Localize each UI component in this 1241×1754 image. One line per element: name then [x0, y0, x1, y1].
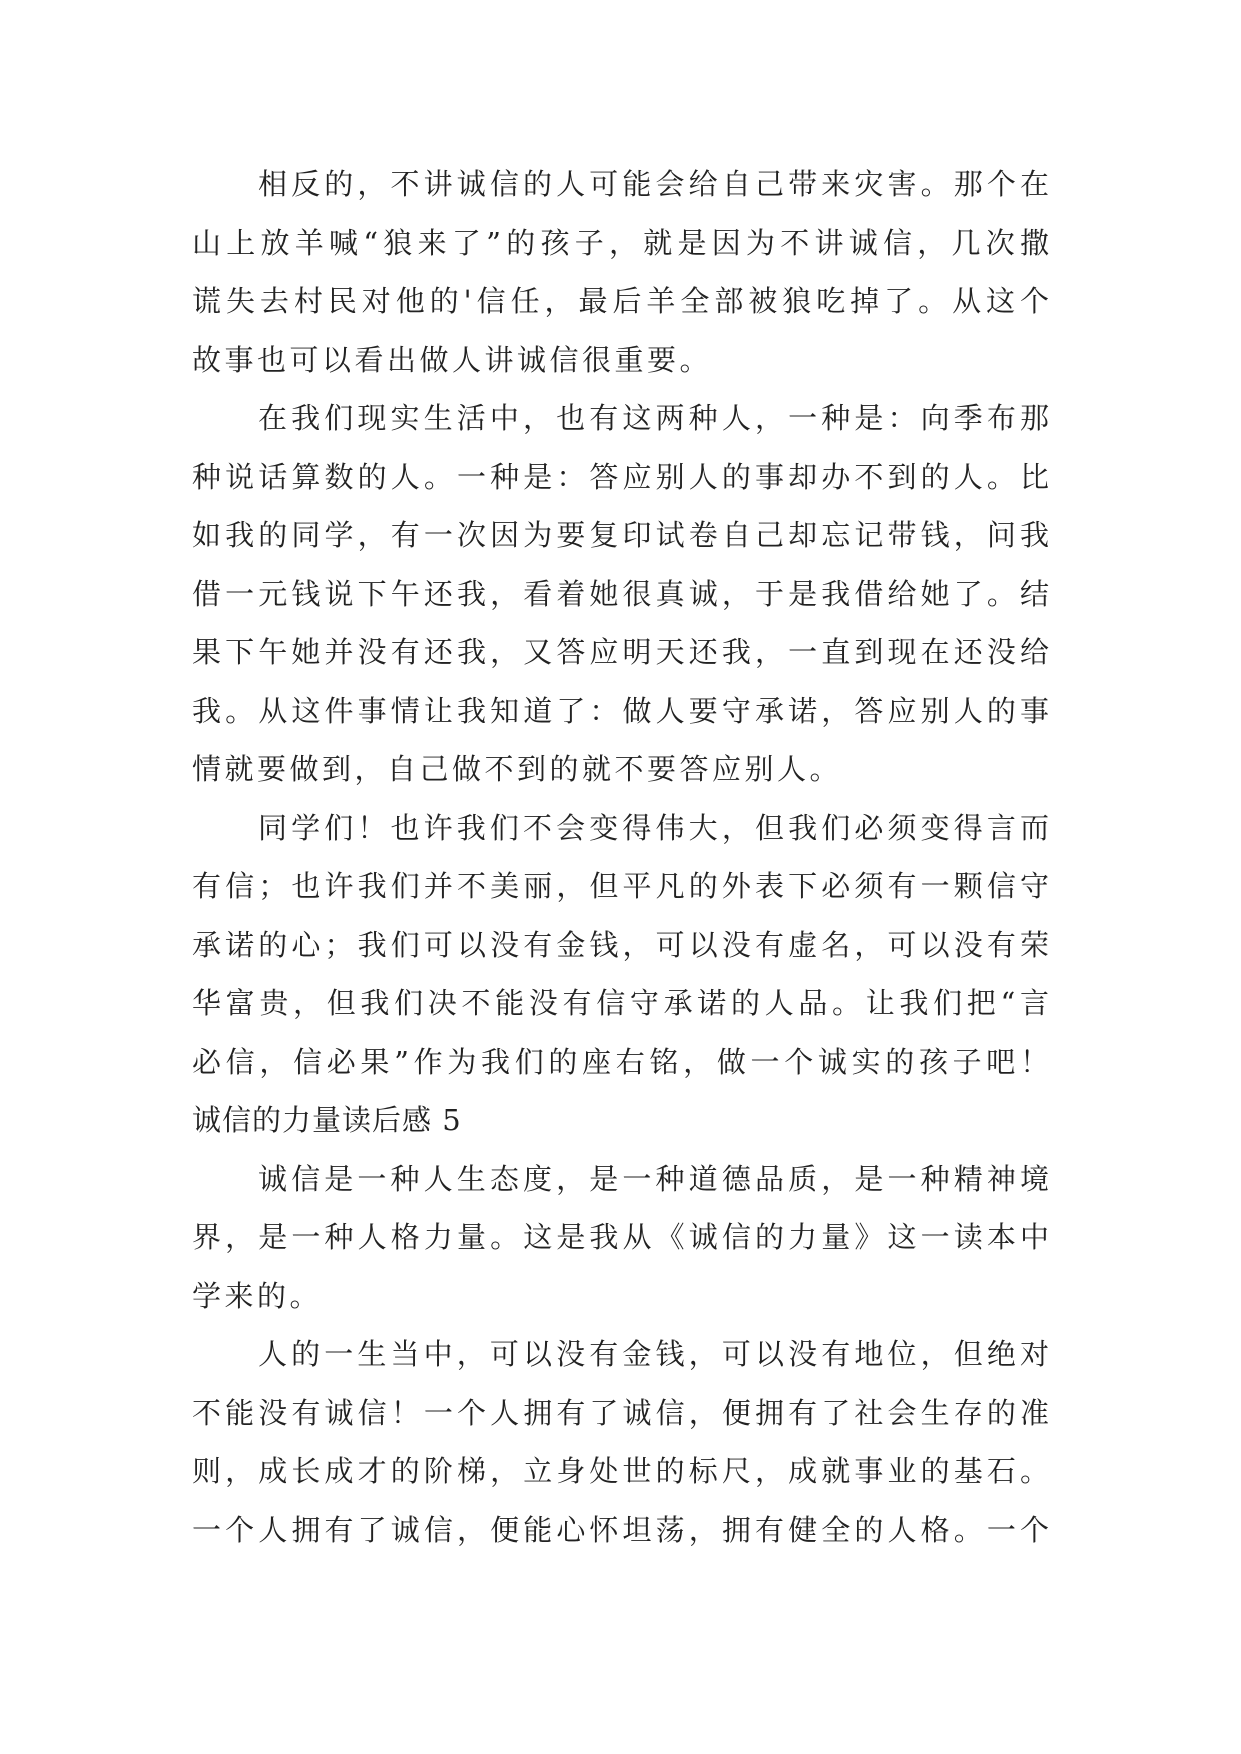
- text-line: 相反的，不讲诚信的人可能会给自己带来灾害。那个在: [258, 167, 1051, 201]
- text-line: 一个人拥有了诚信，便能心怀坦荡，拥有健全的人格。一个: [192, 1512, 1051, 1547]
- text-line: 人的一生当中，可以没有金钱，可以没有地位，但绝对: [258, 1337, 1051, 1371]
- text-line: 学来的。: [192, 1278, 323, 1313]
- paragraph: [192, 1325, 1051, 1559]
- text-line: 在我们现实生活中，也有这两种人，一种是：向季布那: [258, 401, 1051, 435]
- text-line: 山上放羊喊“狼来了”的孩子，就是因为不讲诚信，几次撒: [192, 225, 1051, 260]
- paragraph: [192, 1150, 1051, 1326]
- text-line: 界，是一种人格力量。这是我从《诚信的力量》这一读本中: [192, 1220, 1051, 1254]
- text-line: 则，成长成才的阶梯，立身处世的标尺，成就事业的基石。: [192, 1454, 1051, 1488]
- text-line: 情就要做到，自己做不到的就不要答应别人。: [192, 752, 843, 786]
- text-line: 果下午她并没有还我，又答应明天还我，一直到现在还没给: [192, 635, 1051, 669]
- paragraph: [192, 155, 1051, 389]
- paragraph: [192, 389, 1051, 799]
- text-line: 不能没有诚信！一个人拥有了诚信，便拥有了社会生存的准: [192, 1395, 1051, 1430]
- section-heading: 诚信的力量读后感 5: [192, 1103, 462, 1137]
- text-line: 借一元钱说下午还我，看着她很真诚，于是我借给她了。结: [192, 576, 1051, 611]
- text-line: 华富贵，但我们决不能没有信守承诺的人品。让我们把“言: [192, 986, 1051, 1020]
- text-line: 我。从这件事情让我知道了：做人要守承诺，答应别人的事: [192, 693, 1051, 728]
- paragraph: [192, 799, 1051, 1092]
- text-line: 必信，信必果”作为我们的座右铭，做一个诚实的孩子吧！: [192, 1044, 1051, 1079]
- text-line: 同学们！也许我们不会变得伟大，但我们必须变得言而: [258, 810, 1051, 845]
- text-line: 诚信是一种人生态度，是一种道德品质，是一种精神境: [258, 1161, 1051, 1196]
- text-line: 故事也可以看出做人讲诚信很重要。: [192, 342, 713, 377]
- document-body: [192, 155, 1051, 1559]
- text-line: 有信；也许我们并不美丽，但平凡的外表下必须有一颗信守: [192, 869, 1051, 903]
- text-line: 如我的同学，有一次因为要复印试卷自己却忘记带钱，问我: [192, 518, 1051, 552]
- text-line: 承诺的心；我们可以没有金钱，可以没有虚名，可以没有荣: [192, 927, 1051, 962]
- text-line: 种说话算数的人。一种是：答应别人的事却办不到的人。比: [192, 459, 1051, 494]
- text-line: 谎失去村民对他的'信任，最后羊全部被狼吃掉了。从这个: [192, 284, 1051, 318]
